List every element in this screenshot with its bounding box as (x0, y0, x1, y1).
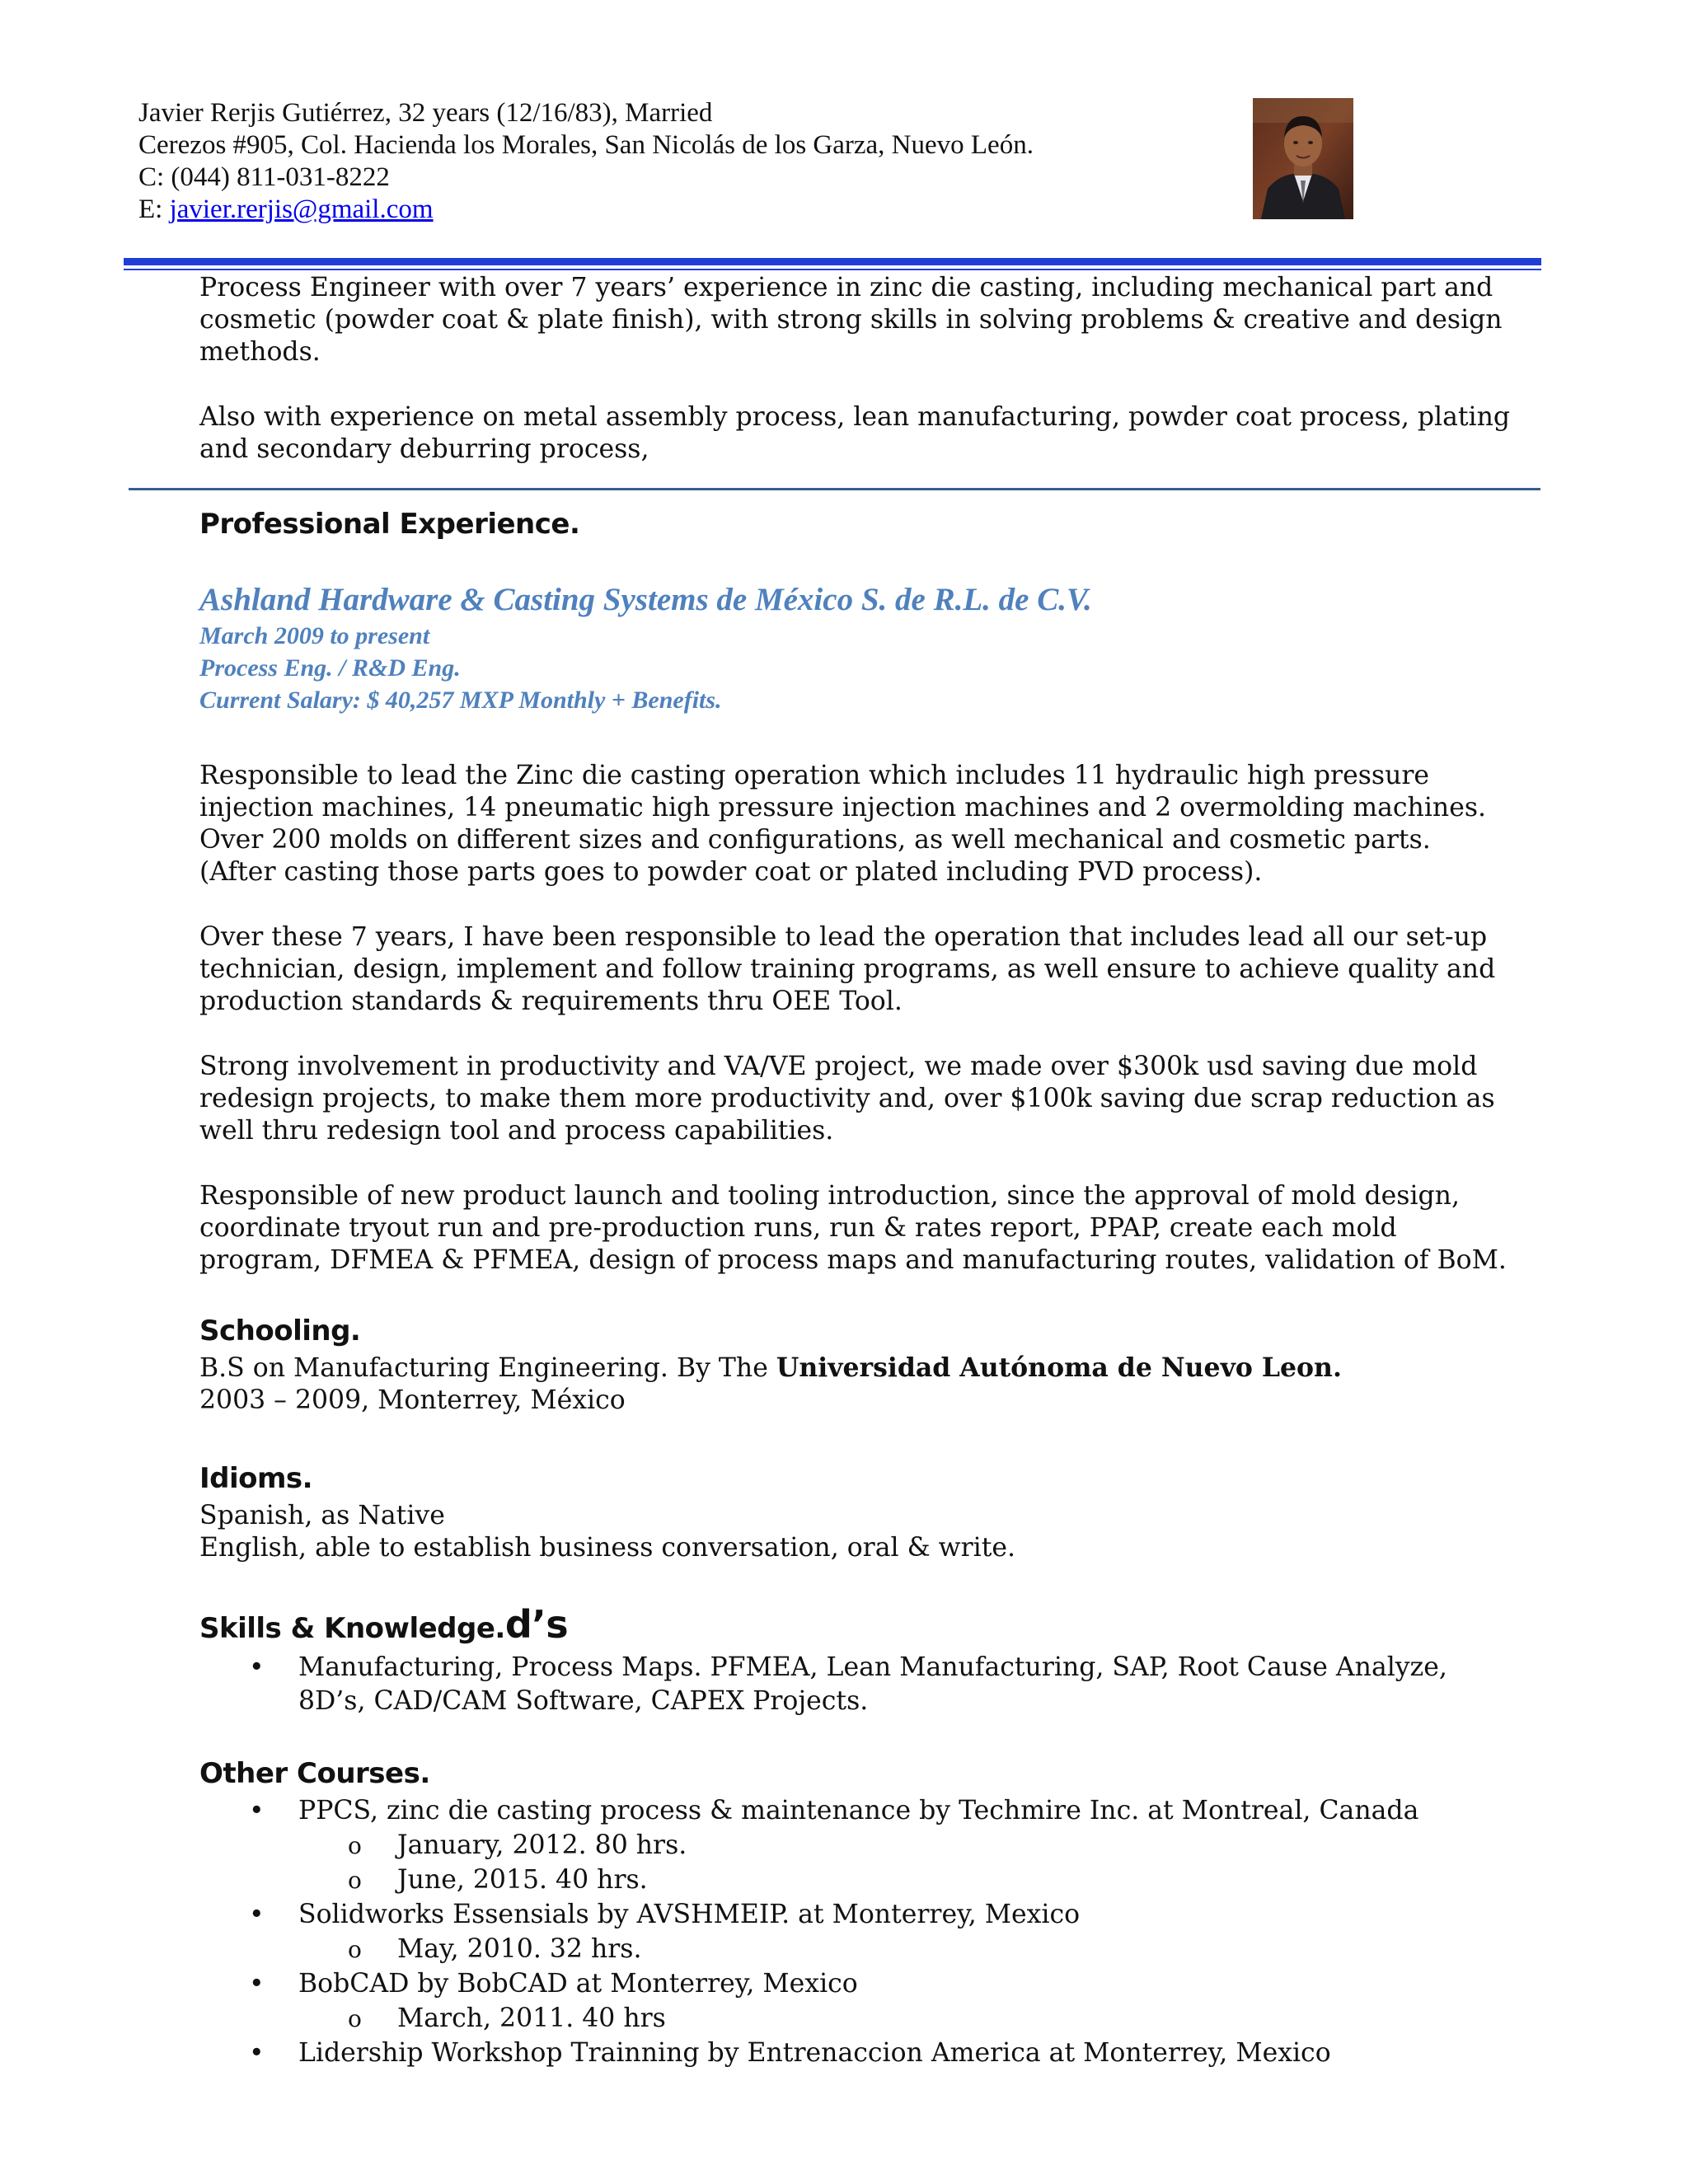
schooling-details (199, 1352, 1551, 1417)
skills-list (199, 1651, 1551, 1718)
list-item (199, 1651, 1551, 1685)
text-line: Strong involvement in productivity and VA/VE project, we made over $300k usd saving due mold (199, 1052, 1478, 1081)
course-title: PPCS, zinc die casting process & maintenance by Techmire Inc. at Montreal, Canada (298, 1796, 1419, 1825)
language-line: Spanish, as Native (199, 1501, 445, 1530)
job-role: Process Eng. / R&D Eng. (199, 654, 461, 682)
name-age-line: Javier Rerjis Gutiérrez, 32 years (12/16/83), Married (138, 98, 713, 128)
courses-list (199, 1794, 1551, 2071)
section-divider (129, 488, 1540, 490)
list-item (199, 2036, 1551, 2071)
schooling-heading: Schooling. (199, 1315, 361, 1347)
list-item (199, 1794, 1551, 1829)
text-line: coordinate tryout run and pre-production runs, run & rates report, PPAP, create each mold (199, 1213, 1397, 1243)
sub-bullet-icon: o (348, 2005, 362, 2032)
header-divider-thin (124, 269, 1541, 270)
text-line: technician, design, implement and follow training programs, as well ensure to achieve quality and (199, 954, 1496, 984)
skills-title: Skills & Knowledge. (199, 1612, 505, 1645)
sub-list-item (199, 1933, 1551, 1967)
bullet-icon: • (249, 1796, 265, 1825)
sub-list-item (199, 1863, 1551, 1898)
sub-bullet-icon: o (348, 1832, 362, 1859)
experience-paragraph-3 (199, 1051, 1551, 1147)
degree-line (199, 1352, 1551, 1385)
text-line: cosmetic (powder coat & plate finish), with strong skills in solving problems & creative and design (199, 305, 1503, 335)
course-title: BobCAD by BobCAD at Monterrey, Mexico (298, 1969, 858, 1999)
text-line: Process Engineer with over 7 years’ experience in zinc die casting, including mechanical part and (199, 273, 1493, 302)
address-line: Cerezos #905, Col. Hacienda los Morales, San Nicolás de los Garza, Nuevo León. (138, 130, 1034, 160)
phone-line: C: (044) 811-031-8222 (138, 162, 390, 192)
text-line: program, DFMEA & PFMEA, design of process maps and manufacturing routes, validation of BoM. (199, 1245, 1507, 1275)
idioms-heading: Idioms. (199, 1462, 313, 1495)
skills-heading (199, 1602, 569, 1647)
idioms-list (199, 1500, 1551, 1564)
experience-paragraph-4 (199, 1180, 1551, 1277)
employment-dates: March 2009 to present (199, 622, 430, 649)
profile-photo (1253, 98, 1353, 219)
language-line: English, able to establish business conversation, oral & write. (199, 1533, 1016, 1563)
company-name: Ashland Hardware & Casting Systems de México S. de R.L. de C.V. (199, 582, 1092, 617)
sub-list-item (199, 2002, 1551, 2036)
current-salary: Current Salary: $ 40,257 MXP Monthly + Benefits. (199, 687, 722, 714)
bullet-icon: • (249, 2038, 265, 2068)
list-item-continuation (199, 1685, 1551, 1718)
header-divider-thick (124, 258, 1541, 265)
course-title: Lidership Workshop Trainning by Entrenaccion America at Monterrey, Mexico (298, 2038, 1331, 2068)
email-prefix: E: (138, 194, 170, 224)
bullet-icon: • (249, 1900, 265, 1929)
years-place-line: 2003 – 2009, Monterrey, México (199, 1385, 626, 1415)
email-link[interactable]: javier.rerjis@gmail.com (169, 194, 434, 224)
course-session: January, 2012. 80 hrs. (397, 1830, 687, 1860)
text-line: Responsible to lead the Zinc die casting operation which includes 11 hydraulic high pressure (199, 761, 1430, 790)
skill-line: Manufacturing, Process Maps. PFMEA, Lean Manufacturing, SAP, Root Cause Analyze, (298, 1652, 1447, 1682)
email-line (138, 194, 1210, 226)
university-name: Universidad Autónoma de Nuevo Leon. (776, 1352, 1342, 1383)
text-line: well thru redesign tool and process capabilities. (199, 1116, 834, 1146)
text-line: redesign projects, to make them more productivity and, over $100k saving due scrap reduction as (199, 1084, 1495, 1113)
course-session: May, 2010. 32 hrs. (397, 1934, 642, 1964)
summary-paragraph-2 (199, 401, 1551, 466)
contact-header (138, 97, 1210, 226)
profile-photo-graphic (1253, 98, 1353, 219)
course-session: June, 2015. 40 hrs. (397, 1865, 648, 1895)
courses-heading: Other Courses. (199, 1757, 430, 1790)
text-line: methods. (199, 337, 321, 367)
text-line: Also with experience on metal assembly process, lean manufacturing, powder coat process, plating (199, 402, 1511, 432)
summary-paragraph-1 (199, 272, 1551, 368)
experience-heading: Professional Experience. (199, 508, 580, 541)
skills-title-suffix: d’s (504, 1602, 569, 1647)
text-line: and secondary deburring process, (199, 434, 649, 464)
list-item (199, 1898, 1551, 1933)
text-line: (After casting those parts goes to powder coat or plated including PVD process). (199, 857, 1263, 887)
sub-bullet-icon: o (348, 1936, 362, 1963)
sub-bullet-icon: o (348, 1867, 362, 1894)
text-line: injection machines, 14 pneumatic high pressure injection machines and 2 overmolding machines. (199, 793, 1487, 823)
text-line: production standards & requirements thru OEE Tool. (199, 987, 903, 1016)
degree-text: B.S on Manufacturing Engineering. By The (199, 1353, 776, 1383)
experience-paragraph-1 (199, 760, 1551, 888)
text-line: Responsible of new product launch and tooling introduction, since the approval of mold design, (199, 1181, 1460, 1211)
course-session: March, 2011. 40 hrs (397, 2004, 666, 2033)
skill-line: 8D’s, CAD/CAM Software, CAPEX Projects. (298, 1686, 869, 1716)
course-title: Solidworks Essensials by AVSHMEIP. at Monterrey, Mexico (298, 1900, 1081, 1929)
list-item (199, 1967, 1551, 2002)
text-line: Over these 7 years, I have been responsible to lead the operation that includes lead all our set-up (199, 922, 1488, 952)
bullet-icon: • (249, 1652, 265, 1682)
experience-paragraph-2 (199, 921, 1551, 1018)
bullet-icon: • (249, 1969, 265, 1999)
sub-list-item (199, 1829, 1551, 1863)
text-line: Over 200 molds on different sizes and configurations, as well mechanical and cosmetic parts. (199, 825, 1431, 855)
